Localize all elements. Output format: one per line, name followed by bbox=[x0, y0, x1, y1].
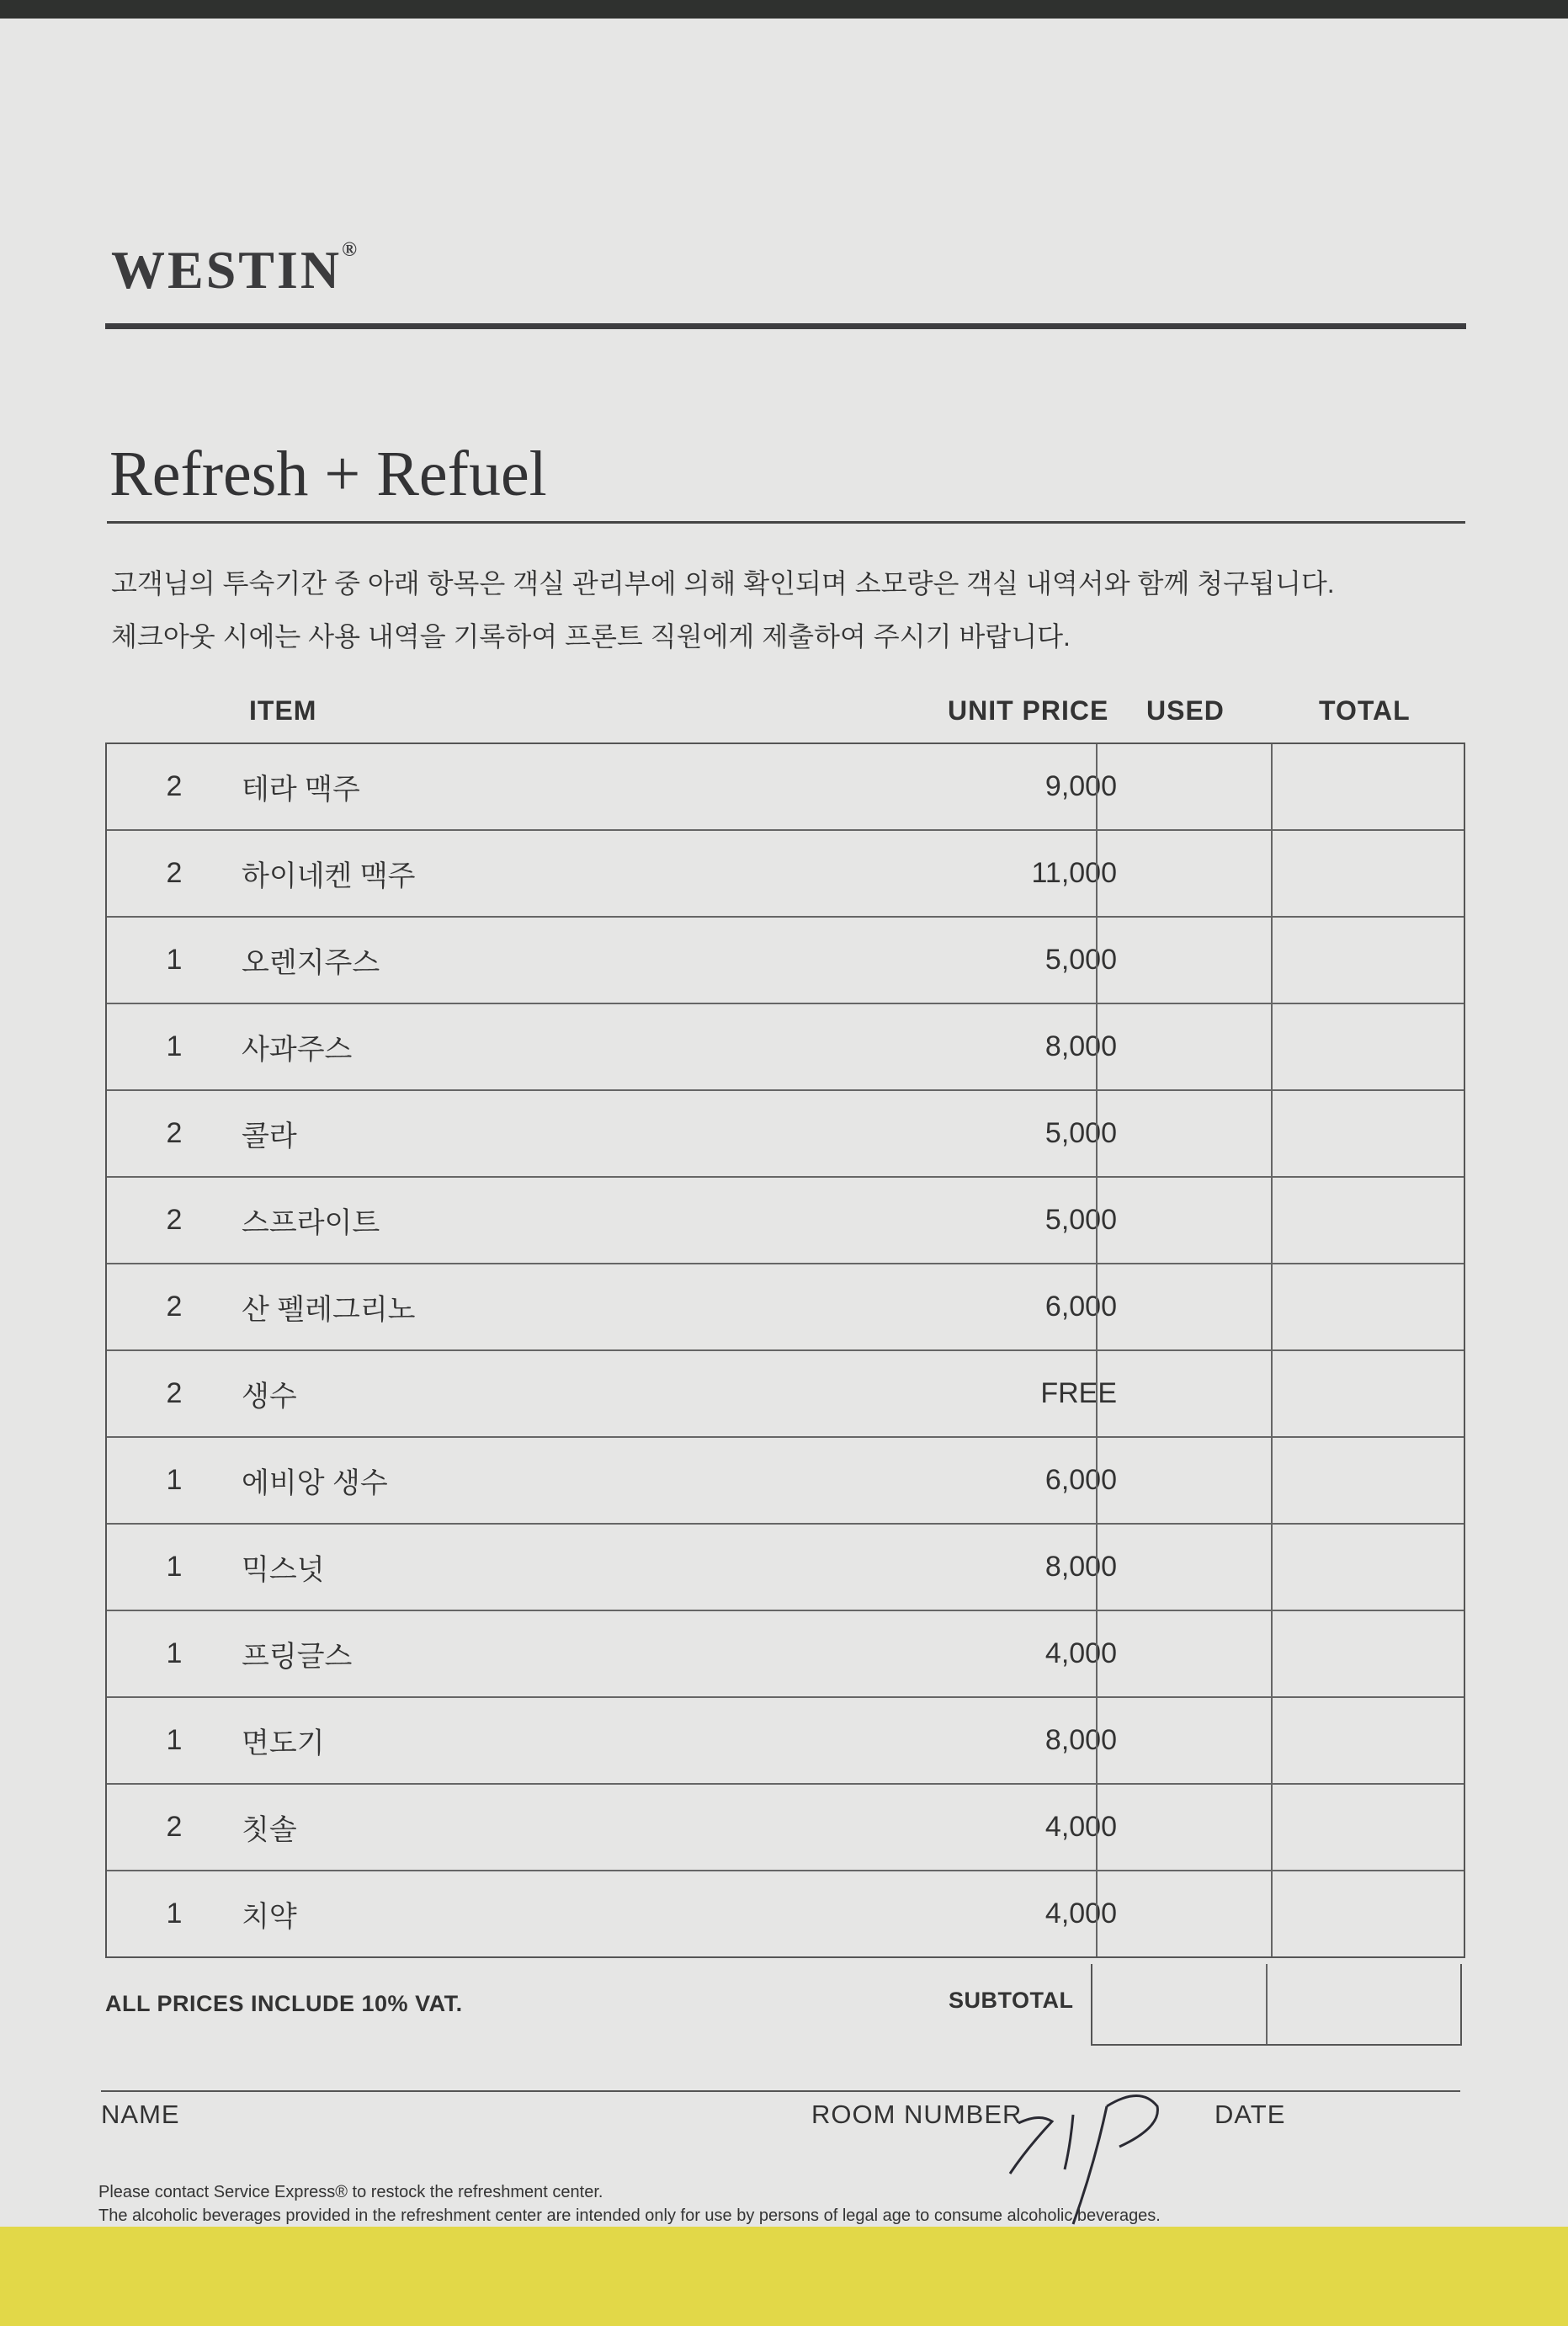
table-row bbox=[107, 1611, 1464, 1698]
item-qty: 1 bbox=[166, 1898, 183, 1929]
item-price: 4,000 bbox=[1044, 1898, 1117, 1929]
item-price: 5,000 bbox=[1044, 944, 1117, 976]
item-price: 6,000 bbox=[1044, 1464, 1117, 1496]
used-total-boxes[interactable] bbox=[1096, 1438, 1273, 1523]
signature-rule bbox=[101, 2090, 1460, 2092]
item-name: 테라 맥주 bbox=[242, 774, 360, 806]
item-qty: 2 bbox=[166, 1204, 183, 1236]
item-price: 6,000 bbox=[1044, 1291, 1117, 1323]
date-field-label: DATE bbox=[1215, 2100, 1286, 2129]
table-row bbox=[107, 918, 1464, 1004]
item-name: 치약 bbox=[242, 1901, 297, 1933]
name-field-label: NAME bbox=[101, 2100, 180, 2129]
item-qty: 1 bbox=[166, 1724, 183, 1756]
item-qty: 1 bbox=[166, 944, 183, 976]
used-total-boxes[interactable] bbox=[1096, 1785, 1273, 1870]
used-total-boxes[interactable] bbox=[1096, 1178, 1273, 1263]
intro-text bbox=[111, 557, 1335, 663]
item-qty: 2 bbox=[166, 770, 183, 802]
item-qty: 2 bbox=[166, 1377, 183, 1409]
item-price: 4,000 bbox=[1044, 1637, 1117, 1669]
item-name: 스프라이트 bbox=[242, 1207, 380, 1239]
table-row bbox=[107, 1264, 1464, 1351]
table-row bbox=[107, 831, 1464, 918]
item-name: 믹스넛 bbox=[242, 1554, 325, 1586]
subtotal-boxes[interactable] bbox=[1091, 1964, 1462, 2046]
intro-line: 체크아웃 시에는 사용 내역을 기록하여 프론트 직원에게 제출하여 주시기 바랍니다. bbox=[111, 621, 1071, 652]
table-row bbox=[107, 1178, 1464, 1264]
page-title: Refresh + Refuel bbox=[109, 439, 547, 509]
table-row bbox=[107, 1438, 1464, 1525]
used-total-boxes[interactable] bbox=[1096, 1525, 1273, 1610]
item-name: 에비앙 생수 bbox=[242, 1467, 388, 1499]
item-qty: 1 bbox=[166, 1637, 183, 1669]
item-name: 오렌지주스 bbox=[242, 947, 380, 979]
item-name: 칫솔 bbox=[242, 1814, 297, 1846]
used-total-boxes[interactable] bbox=[1096, 1871, 1273, 1956]
item-price: 5,000 bbox=[1044, 1204, 1117, 1236]
item-qty: 1 bbox=[166, 1030, 183, 1062]
note-line: Please contact Service Express® to restock the refreshment center. bbox=[98, 2183, 603, 2201]
used-total-boxes[interactable] bbox=[1096, 918, 1273, 1003]
item-price: 9,000 bbox=[1044, 770, 1117, 802]
westin-logo bbox=[111, 239, 359, 301]
item-qty: 1 bbox=[166, 1551, 183, 1583]
item-price: FREE bbox=[1040, 1377, 1117, 1409]
item-price: 5,000 bbox=[1044, 1117, 1117, 1149]
column-header-unit-price: UNIT PRICE bbox=[948, 695, 1109, 726]
column-header-used: USED bbox=[1146, 695, 1225, 726]
used-total-boxes[interactable] bbox=[1096, 1611, 1273, 1696]
item-price: 8,000 bbox=[1044, 1030, 1117, 1062]
used-total-boxes[interactable] bbox=[1096, 1264, 1273, 1349]
used-total-boxes[interactable] bbox=[1096, 1004, 1273, 1089]
item-name: 산 펠레그리노 bbox=[242, 1294, 416, 1326]
item-price: 8,000 bbox=[1044, 1724, 1117, 1756]
registered-mark: ® bbox=[342, 239, 360, 261]
table-row bbox=[107, 1871, 1464, 1956]
used-total-boxes[interactable] bbox=[1096, 744, 1273, 829]
table-row bbox=[107, 1785, 1464, 1871]
item-name: 하이네켄 맥주 bbox=[242, 860, 416, 892]
item-name: 콜라 bbox=[242, 1120, 297, 1152]
column-header-total: TOTAL bbox=[1319, 695, 1411, 726]
item-name: 면도기 bbox=[242, 1727, 325, 1759]
item-table bbox=[105, 743, 1465, 1958]
item-qty: 2 bbox=[166, 1117, 183, 1149]
table-row bbox=[107, 1698, 1464, 1785]
item-price: 4,000 bbox=[1044, 1811, 1117, 1843]
logo-text: WESTIN bbox=[111, 240, 343, 300]
used-total-boxes[interactable] bbox=[1096, 1698, 1273, 1783]
minibar-card bbox=[0, 19, 1568, 2326]
used-total-boxes[interactable] bbox=[1096, 1351, 1273, 1436]
yellow-band bbox=[0, 2227, 1568, 2326]
item-price: 11,000 bbox=[1031, 857, 1117, 889]
room-number-field-label: ROOM NUMBER bbox=[811, 2100, 1023, 2129]
item-qty: 2 bbox=[166, 1811, 183, 1843]
table-row bbox=[107, 744, 1464, 831]
note-line: The alcoholic beverages provided in the refreshment center are intended only for use by persons of legal age to consume alcoholic beverages. bbox=[98, 2206, 1161, 2225]
table-row bbox=[107, 1091, 1464, 1178]
footer-notes bbox=[98, 2180, 1161, 2228]
subtotal-label: SUBTOTAL bbox=[949, 1988, 1074, 2013]
table-row bbox=[107, 1004, 1464, 1091]
used-total-boxes[interactable] bbox=[1096, 1091, 1273, 1176]
table-row bbox=[107, 1351, 1464, 1438]
item-name: 사과주스 bbox=[242, 1034, 353, 1066]
table-row bbox=[107, 1525, 1464, 1611]
item-price: 8,000 bbox=[1044, 1551, 1117, 1583]
item-name: 프링글스 bbox=[242, 1641, 353, 1673]
vat-note: ALL PRICES INCLUDE 10% VAT. bbox=[105, 1991, 463, 2016]
header-rule bbox=[105, 323, 1466, 329]
intro-line: 고객님의 투숙기간 중 아래 항목은 객실 관리부에 의해 확인되며 소모량은 객실 내역서와 함께 청구됩니다. bbox=[111, 568, 1335, 599]
item-qty: 2 bbox=[166, 1291, 183, 1323]
title-rule bbox=[107, 521, 1465, 524]
item-name: 생수 bbox=[242, 1381, 297, 1413]
item-qty: 1 bbox=[166, 1464, 183, 1496]
item-qty: 2 bbox=[166, 857, 183, 889]
column-header-item: ITEM bbox=[249, 695, 317, 726]
used-total-boxes[interactable] bbox=[1096, 831, 1273, 916]
